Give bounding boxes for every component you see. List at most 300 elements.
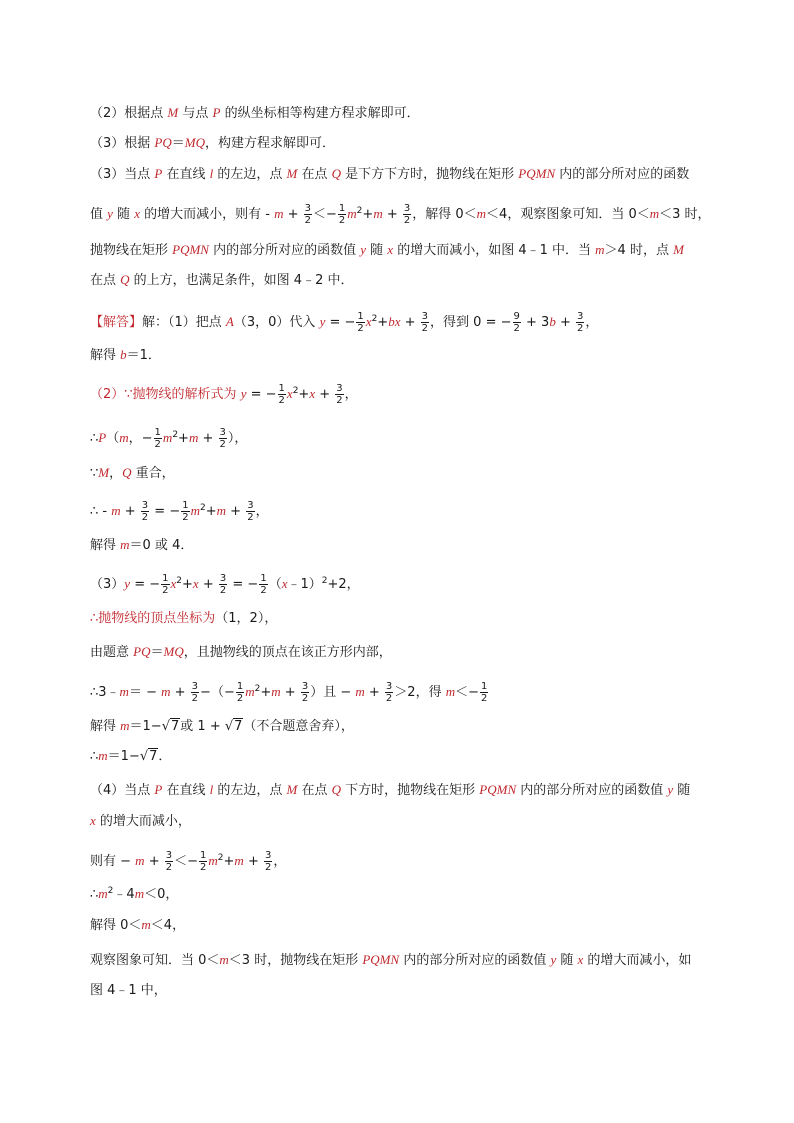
math-variable: PQMN [518, 166, 556, 181]
text-run: ， [255, 504, 269, 519]
exponent: 2 [254, 684, 261, 694]
math-variable: m [234, 853, 244, 868]
math-variable: m [476, 206, 487, 221]
text-line [90, 747, 724, 765]
text-run: 解得 [90, 538, 121, 553]
math-variable: PQMN [362, 952, 400, 967]
text-run: ∴抛物线的顶点坐标为 [90, 611, 216, 626]
text-line [90, 610, 724, 628]
fraction-denominator: 2 [336, 395, 343, 406]
text-line [90, 427, 724, 450]
text-run: （2）根据点 [90, 106, 168, 121]
text-run: ＝ [171, 136, 185, 151]
math-variable: m [649, 206, 660, 221]
text-run: 随 [112, 207, 135, 222]
fraction-numerator: 1 [154, 427, 161, 438]
text-line [90, 812, 724, 830]
text-run: = − [246, 387, 277, 402]
fraction-numerator: 3 [141, 500, 149, 511]
text-run: ∵ [90, 466, 99, 481]
math-variable: m [355, 684, 365, 699]
text-run: （4）当点 [90, 783, 155, 798]
text-run: ﹣1） [287, 577, 322, 592]
text-line [90, 346, 724, 364]
exponent: 2 [107, 886, 114, 896]
fraction [181, 500, 189, 523]
text-run: 的增大而减小，则有 - [139, 207, 275, 222]
math-variable: m [245, 684, 255, 699]
fraction-denominator: 2 [513, 323, 520, 334]
text-run: （3，0）代入 [233, 315, 320, 330]
fraction-numerator: 1 [357, 311, 364, 322]
fraction-denominator: 2 [236, 693, 244, 704]
math-variable: m [271, 684, 281, 699]
fraction-numerator: 1 [260, 573, 267, 584]
fraction-numerator: 1 [200, 850, 207, 861]
math-variable: m [595, 242, 605, 257]
text-run: ， [109, 466, 123, 481]
text-run: 或 1 + [180, 719, 225, 734]
text-line [90, 500, 724, 523]
fraction-denominator: 2 [357, 323, 364, 334]
text-run: 随 [556, 953, 578, 968]
fraction [191, 681, 199, 704]
text-run: = − [228, 577, 259, 592]
exponent: 2 [172, 430, 179, 440]
text-run: ）， [227, 431, 248, 446]
square-root: √7 [139, 749, 158, 764]
math-variable: y [107, 206, 113, 221]
fraction [480, 681, 488, 704]
math-variable: l [209, 782, 214, 797]
text-run: + [205, 504, 217, 519]
fraction-numerator: 3 [219, 573, 227, 584]
fraction [199, 850, 207, 873]
text-run: 的纵坐标相等构建方程求解即可． [220, 106, 420, 121]
text-run: （不合题意舍弃）， [243, 719, 354, 734]
math-variable: x [309, 386, 316, 401]
square-root: √7 [224, 719, 243, 734]
fraction-numerator: 1 [182, 500, 189, 511]
fraction-numerator: 9 [513, 311, 520, 322]
text-line [90, 241, 724, 259]
math-variable: m [274, 206, 284, 221]
math-variable: MQ [163, 644, 184, 659]
fraction-denominator: 2 [301, 693, 309, 704]
text-run: 随 [673, 783, 691, 798]
text-run: + [144, 854, 164, 869]
text-line [90, 165, 724, 183]
fraction-numerator: 3 [301, 681, 309, 692]
text-run: ＜− [455, 685, 479, 700]
text-run: ＜− [313, 207, 337, 222]
text-line [90, 383, 724, 406]
exponent: 2 [371, 314, 378, 324]
fraction-denominator: 2 [162, 585, 169, 596]
fraction-numerator: 3 [165, 850, 173, 861]
fraction-denominator: 2 [338, 215, 346, 226]
fraction-denominator: 2 [304, 215, 311, 226]
text-run: + [178, 431, 189, 446]
text-line [90, 311, 724, 334]
math-variable: b [120, 347, 127, 362]
text-run: + [377, 315, 389, 330]
fraction-denominator: 2 [264, 862, 272, 873]
text-run: −（− [200, 685, 235, 700]
text-run: （2）∵抛物线的解析式为 [90, 387, 241, 402]
text-run: + [243, 854, 263, 869]
math-variable: x [90, 813, 96, 828]
fraction-numerator: 1 [481, 681, 488, 692]
math-variable: M [167, 105, 179, 120]
fraction-numerator: 3 [385, 681, 393, 692]
text-run: ，解得 0＜ [412, 207, 477, 222]
text-run: ∴3﹣ [90, 685, 120, 700]
text-run: ＜4，观察图象可知．当 0＜ [486, 207, 650, 222]
text-run: + [198, 577, 218, 592]
math-variable: M [673, 242, 684, 257]
text-run: 与点 [178, 106, 213, 121]
math-variable: P [98, 430, 107, 445]
fraction-denominator: 2 [247, 512, 254, 523]
math-variable: A [225, 314, 234, 329]
text-run: + [280, 685, 300, 700]
fraction [576, 311, 584, 334]
text-run: （3）根据 [90, 136, 155, 151]
fraction [421, 311, 429, 334]
text-run: 在点 [297, 167, 332, 182]
text-run: ， [344, 387, 358, 402]
text-run: （ [268, 577, 282, 592]
math-variable: y [240, 386, 247, 401]
fraction-numerator: 3 [191, 681, 199, 692]
math-variable: y [667, 782, 674, 797]
math-variable: P [212, 105, 221, 120]
text-run: 内的部分所对应的函数值 [516, 783, 668, 798]
text-line [90, 643, 724, 661]
fraction [219, 573, 227, 596]
text-run: ，得到 0 = − [430, 315, 512, 330]
text-line [90, 464, 724, 482]
text-run: ＜− [174, 854, 199, 869]
math-variable: bx [388, 314, 401, 329]
math-variable: l [209, 166, 214, 181]
text-line [90, 681, 724, 704]
text-run: 内的部分所对应的函数 [555, 167, 690, 182]
fraction-denominator: 2 [481, 693, 488, 704]
math-variable: y [360, 242, 367, 257]
math-variable: P [154, 782, 163, 797]
text-run: 解：（1）把点 [142, 315, 226, 330]
math-variable: m [347, 206, 357, 221]
text-line [90, 982, 724, 1000]
text-run: ＝ [150, 645, 164, 660]
text-run: + [120, 504, 140, 519]
text-run: （3）当点 [90, 167, 155, 182]
fraction [219, 427, 227, 450]
fraction-numerator: 3 [304, 203, 311, 214]
fraction [246, 500, 254, 523]
math-variable: x [134, 206, 140, 221]
math-variable: Q [331, 166, 342, 181]
text-run: + [223, 854, 235, 869]
text-run: ， [273, 854, 287, 869]
text-run: + [555, 315, 575, 330]
fraction-numerator: 1 [278, 383, 285, 394]
fraction-denominator: 2 [141, 512, 149, 523]
math-variable: MQ [184, 135, 205, 150]
text-line [90, 951, 724, 969]
math-variable: x [577, 952, 584, 967]
text-run: ＜3 时，抛物线在矩形 [228, 953, 363, 968]
text-run: 内的部分所对应的函数值 [208, 243, 361, 258]
fraction-denominator: 2 [200, 862, 207, 873]
text-run: 的增大而减小， [95, 814, 191, 829]
text-run: 解得 [90, 719, 121, 734]
exponent: 2 [321, 576, 328, 586]
fraction-denominator: 2 [182, 512, 189, 523]
math-variable: m [445, 684, 456, 699]
fraction [264, 850, 272, 873]
text-run: （ [106, 431, 120, 446]
text-run: ，− [128, 431, 153, 446]
math-variable: M [286, 782, 298, 797]
math-variable: Q [331, 782, 342, 797]
text-run: 内的部分所对应的函数值 [399, 953, 551, 968]
math-variable: x [281, 576, 288, 591]
text-run: ，构建方程求解即可． [204, 136, 335, 151]
text-run: 【解答】 [90, 315, 143, 330]
text-run: ＝1． [126, 348, 161, 363]
fraction-numerator: 3 [421, 311, 429, 322]
text-run: ∴ [90, 887, 99, 902]
math-variable: b [549, 314, 556, 329]
fraction [154, 427, 162, 450]
text-run: 值 [90, 207, 108, 222]
math-variable: m [120, 537, 130, 552]
fraction [356, 311, 364, 334]
text-run: 下方时，抛物线在矩形 [341, 783, 480, 798]
fraction [301, 681, 309, 704]
fraction [278, 383, 286, 406]
math-variable: M [98, 465, 110, 480]
exponent: 2 [356, 206, 363, 216]
text-run: + [182, 577, 193, 592]
fraction-denominator: 2 [421, 323, 429, 334]
fraction [161, 573, 169, 596]
text-run: 的左边，点 [213, 167, 287, 182]
fraction [304, 203, 312, 226]
math-variable: PQMN [172, 242, 209, 257]
math-variable: PQ [154, 135, 172, 150]
fraction [259, 573, 267, 596]
fraction [236, 681, 244, 704]
text-run: = − [325, 315, 356, 330]
text-run: ＜3 时， [659, 207, 711, 222]
text-run: + [260, 685, 272, 700]
text-run: + [283, 207, 303, 222]
text-run: 的左边，点 [213, 783, 287, 798]
math-variable: m [216, 503, 227, 518]
text-run: + [362, 207, 374, 222]
fraction-numerator: 1 [236, 681, 244, 692]
math-variable: m [120, 718, 130, 733]
math-variable: m [190, 503, 200, 518]
text-run: = − [150, 504, 181, 519]
radicand: 7 [234, 719, 243, 734]
text-run: 的增大而减小，如 [583, 953, 692, 968]
math-variable: m [111, 503, 121, 518]
radicand: 7 [149, 749, 158, 764]
math-variable: m [188, 430, 199, 445]
text-run: ）且 − [310, 685, 356, 700]
fraction-numerator: 3 [336, 383, 343, 394]
exponent: 2 [176, 576, 183, 586]
text-run: ﹣4 [113, 887, 135, 902]
text-run: 在直线 [162, 167, 210, 182]
math-variable: Q [122, 465, 132, 480]
fraction [165, 850, 173, 873]
fraction-denominator: 2 [385, 693, 393, 704]
text-line [90, 781, 724, 799]
text-run: + [400, 315, 420, 330]
fraction-denominator: 2 [260, 585, 267, 596]
math-variable: m [219, 952, 229, 967]
text-run: + [170, 685, 190, 700]
math-variable: x [192, 576, 199, 591]
fraction-denominator: 2 [219, 585, 227, 596]
fraction-denominator: 2 [278, 395, 285, 406]
text-run: ＝1− [107, 749, 140, 764]
math-variable: M [286, 166, 298, 181]
radicand: 7 [171, 719, 180, 734]
text-run: ． [158, 749, 172, 764]
fraction [338, 203, 346, 226]
text-run: ＜4， [150, 918, 186, 933]
fraction [513, 311, 521, 334]
text-run: ＝0 或 4． [129, 538, 194, 553]
text-run: 在点 [90, 273, 121, 288]
text-run: 抛物线在矩形 [90, 243, 173, 258]
fraction-numerator: 3 [576, 311, 584, 322]
fraction-denominator: 2 [403, 215, 411, 226]
fraction [335, 383, 343, 406]
math-variable: m [134, 886, 145, 901]
math-variable: m [373, 206, 383, 221]
text-run: （1，2）， [215, 611, 278, 626]
fraction-numerator: 1 [162, 573, 169, 584]
text-run: 的上方，也满足条件，如图 4﹣2 中． [129, 273, 354, 288]
fraction-denominator: 2 [154, 439, 161, 450]
text-run: = − [130, 577, 161, 592]
text-run: ∴ - [90, 504, 112, 519]
text-line [90, 104, 724, 122]
math-variable: PQ [133, 644, 151, 659]
fraction-numerator: 3 [247, 500, 254, 511]
text-run: ＝1− [129, 719, 162, 734]
fraction-numerator: 1 [338, 203, 346, 214]
math-variable: P [154, 166, 163, 181]
fraction-denominator: 2 [219, 439, 226, 450]
text-run: 是下方下方时，抛物线在矩形 [341, 167, 519, 182]
math-variable: m [119, 430, 129, 445]
text-run: 的增大而减小，如图 4﹣1 中．当 [393, 243, 596, 258]
text-run: 重合， [131, 466, 175, 481]
fraction-denominator: 2 [576, 323, 584, 334]
math-variable: x [365, 314, 372, 329]
math-variable: x [286, 386, 293, 401]
text-run: 图 4﹣1 中， [90, 983, 167, 998]
fraction [141, 500, 149, 523]
text-run: 解得 0＜ [90, 918, 142, 933]
text-run: 观察图象可知．当 0＜ [90, 953, 220, 968]
fraction [403, 203, 411, 226]
text-run: ， [585, 315, 599, 330]
text-run: + [226, 504, 246, 519]
text-run: ∴ [90, 749, 99, 764]
fraction-numerator: 3 [264, 850, 272, 861]
math-variable: y [124, 576, 131, 591]
text-run: 在点 [297, 783, 332, 798]
text-run: +2， [327, 577, 360, 592]
text-run: 解得 [90, 348, 121, 363]
text-run: + [298, 387, 310, 402]
text-run: ＝ − [128, 685, 162, 700]
text-run: ∴ [90, 431, 99, 446]
math-variable: m [208, 853, 218, 868]
math-variable: m [98, 748, 108, 763]
exponent: 2 [292, 386, 299, 396]
text-run: （3） [90, 577, 125, 592]
math-variable: x [387, 242, 394, 257]
text-line [90, 203, 724, 226]
fraction-denominator: 2 [165, 862, 173, 873]
math-variable: Q [120, 272, 130, 287]
math-variable: m [135, 853, 145, 868]
fraction-numerator: 3 [219, 427, 226, 438]
text-run: + 3 [521, 315, 550, 330]
math-variable: m [141, 917, 151, 932]
math-variable: m [161, 684, 171, 699]
math-variable: m [119, 684, 129, 699]
math-variable: x [170, 576, 177, 591]
text-run: ，且抛物线的顶点在该正方形内部， [183, 645, 392, 660]
text-line [90, 536, 724, 554]
text-run: 由题意 [90, 645, 134, 660]
text-run: + [198, 431, 218, 446]
text-line [90, 850, 724, 873]
text-run: ＞2，得 [394, 685, 446, 700]
math-variable: y [550, 952, 557, 967]
math-variable: m [162, 430, 173, 445]
text-run: ＜0， [144, 887, 179, 902]
text-line [90, 717, 724, 735]
square-root: √7 [161, 719, 180, 734]
text-run: + [364, 685, 384, 700]
math-variable: m [98, 886, 108, 901]
fraction-denominator: 2 [191, 693, 199, 704]
text-run: 随 [366, 243, 388, 258]
text-run: + [315, 387, 335, 402]
math-variable: y [319, 314, 326, 329]
text-run: + [382, 207, 402, 222]
text-line [90, 271, 724, 289]
text-line [90, 134, 724, 152]
fraction-numerator: 3 [403, 203, 411, 214]
fraction [385, 681, 393, 704]
text-line [90, 916, 724, 934]
exponent: 2 [200, 503, 206, 513]
